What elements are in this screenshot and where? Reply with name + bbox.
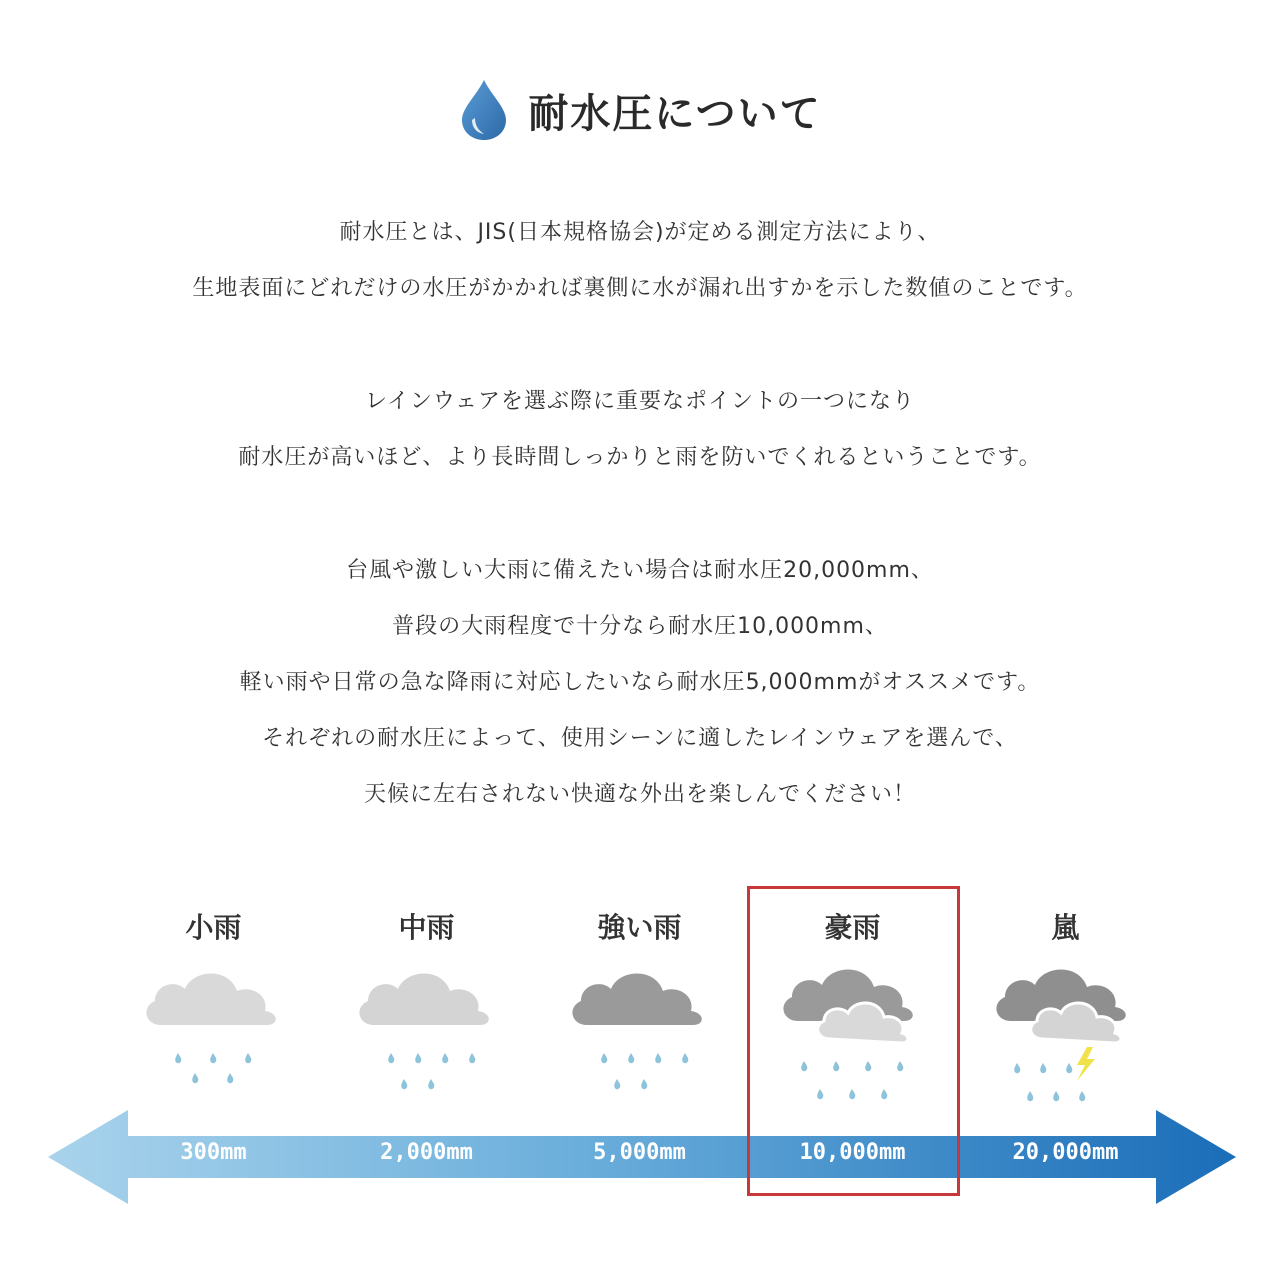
light-rain-cloud-icon [133, 955, 293, 1125]
moderate-rain-cloud-icon [346, 955, 506, 1125]
rain-level-moderate [320, 900, 533, 1140]
rain-level-light [107, 900, 320, 1140]
paragraph-importance [0, 374, 1280, 486]
text-line: 普段の大雨程度で十分なら耐水圧10,000mm、 [392, 614, 888, 639]
section-heading [0, 78, 1280, 142]
pressure-value: 300mm [180, 1140, 247, 1165]
rain-level-heavy [533, 900, 746, 1140]
pressure-value: 10,000mm [799, 1140, 906, 1165]
rain-level-storm [959, 900, 1172, 1140]
rain-level-label: 嵐 [1051, 911, 1080, 944]
water-drop-icon [458, 78, 510, 142]
rain-level-label: 中雨 [398, 911, 455, 944]
pressure-value: 20,000mm [1012, 1140, 1119, 1165]
text-line: 耐水圧とは、JIS(日本規格協会)が定める測定方法により、 [339, 220, 941, 245]
storm-cloud-lightning-icon [985, 955, 1145, 1125]
rain-level-scale [107, 900, 1173, 1140]
paragraph-definition [0, 205, 1280, 317]
text-line: 台風や激しい大雨に備えたい場合は耐水圧20,000mm、 [346, 558, 934, 583]
rain-level-label: 強い雨 [597, 911, 682, 944]
paragraph-recommendation [0, 543, 1280, 823]
text-line: 軽い雨や日常の急な降雨に対応したいなら耐水圧5,000mmがオススメです。 [239, 670, 1041, 695]
page-title: 耐水圧について [528, 90, 822, 137]
pressure-value: 2,000mm [380, 1140, 473, 1165]
text-line: 天候に左右されない快適な外出を楽しんでください！ [363, 782, 916, 807]
heavy-rain-cloud-icon [559, 955, 719, 1125]
highlight-frame [747, 886, 960, 1196]
description [0, 205, 1280, 823]
text-line: 耐水圧が高いほど、より長時間しっかりと雨を防いでくれるということです。 [238, 445, 1042, 470]
text-line: レインウェアを選ぶ際に重要なポイントの一つになり [364, 389, 916, 414]
text-line: それぞれの耐水圧によって、使用シーンに適したレインウェアを選んで、 [262, 726, 1018, 751]
rain-level-label: 小雨 [185, 911, 242, 944]
text-line: 生地表面にどれだけの水圧がかかれば裏側に水が漏れ出すかを示した数値のことです。 [192, 276, 1088, 301]
pressure-value: 5,000mm [593, 1140, 686, 1165]
rain-level-label: 豪雨 [824, 911, 881, 944]
